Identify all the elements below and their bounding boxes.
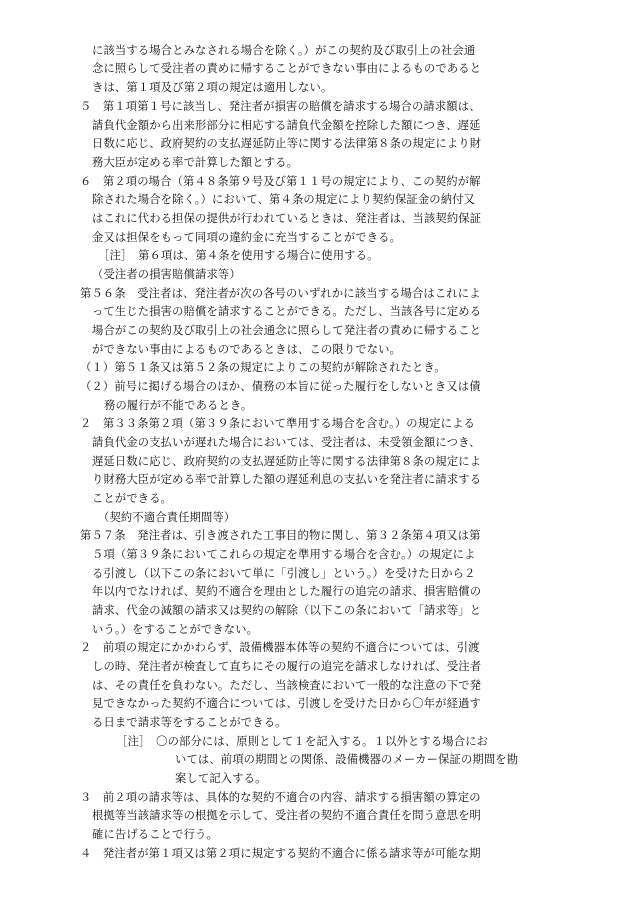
text-line: しの時、発注者が検査して直ちにその履行の追完を請求しなければ、受注者: [92, 660, 482, 673]
text-line: ことができる。: [92, 492, 173, 505]
text-line: る日まで請求等をすることができる。: [92, 716, 287, 729]
text-line: ５項（第３９条においてこれらの規定を準用する場合を含む。）の規定によ: [92, 548, 476, 561]
text-line: 見できなかった契約不適合については、引渡しを受けた日から〇年が経過す: [92, 697, 481, 710]
text-line: いう。）をすることができない。: [92, 623, 259, 636]
text-line: 務の履行が不能であるとき。: [104, 399, 253, 412]
note-line: 案して記入する。: [175, 772, 267, 785]
text-line: ５ 第１項第１号に該当し、発注者が損害の賠償を請求する場合の請求額は、: [80, 100, 481, 113]
section-heading: （受注者の損害賠償請求等）: [92, 268, 241, 281]
note-line: いては、前項の期間との関係、設備機器のメーカー保証の期間を勘: [175, 753, 519, 766]
text-line: 遅延日数に応じ、政府契約の支払遅延防止等に関する法律第８条の規定によ: [92, 455, 482, 468]
text-line: きは、第１項及び第２項の規定は適用しない。: [92, 81, 333, 94]
text-line: る引渡し（以下この条において単に「引渡し」という。）を受けた日から２: [92, 567, 476, 580]
text-line: 務大臣が定める率で計算した額とする。: [92, 156, 299, 169]
text-line: 確に告げることで行う。: [92, 828, 218, 841]
text-line: 念に照らして受注者の責めに帰することができない事由によるものであると: [92, 62, 482, 75]
text-line: 場合がこの契約及び取引上の社会通念に照らして発注者の責めに帰すること: [92, 324, 482, 337]
section-heading: （契約不適合責任期間等）: [98, 511, 236, 524]
text-line: 請求、代金の減額の請求又は契約の解除（以下この条において「請求等」と: [92, 604, 482, 617]
text-line: 請負代金の支払いが遅れた場合においては、受注者は、未受領金額につき、: [92, 436, 481, 449]
text-line: ６ 第２項の場合（第４８条第９号及び第１１号の規定により、この契約が解: [80, 175, 481, 188]
note-line: ［注］ 第６項は、第４条を使用する場合に使用する。: [98, 249, 379, 262]
text-line: 請負代金額から出来形部分に相応する請負代金額を控除した額につき、遅延: [92, 119, 481, 132]
text-line: 金又は担保をもって同項の違約金に充当することができる。: [92, 231, 402, 244]
list-item: （２）前号に掲げる場合のほか、債務の本旨に従った履行をしないとき又は債: [80, 380, 481, 393]
text-line: 根拠等当該請求等の根拠を示して、受注者の契約不適合責任を問う意思を明: [92, 809, 481, 822]
text-line: 日数に応じ、政府契約の支払遅延防止等に関する法律第８条の規定により財: [92, 137, 482, 150]
text-line: 除された場合を除く。）において、第４条の規定により契約保証金の納付又: [92, 193, 476, 206]
text-line: 年以内でなければ、契約不適合を理由とした履行の追完の請求、損害賠償の: [92, 585, 482, 598]
text-line: って生じた損害の賠償を請求することができる。ただし、当該各号に定める: [92, 305, 482, 318]
text-line: は、その責任を負わない。ただし、当該検査において一般的な注意の下で発: [92, 679, 482, 692]
note-line: ［注］ 〇の部分には、原則として１を記入する。１以外とする場合にお: [116, 735, 489, 748]
text-line: に該当する場合とみなされる場合を除く。）がこの契約及び取引上の社会通: [92, 44, 476, 57]
article-heading: 第５７条 発注者は、引き渡された工事目的物に関し、第３２条第４項又は第: [80, 529, 481, 542]
text-line: り財務大臣が定める率で計算した額の遅延利息の支払いを発注者に請求する: [92, 473, 482, 486]
text-line: ２ 第３３条第２項（第３９条において準用する場合を含む。）の規定による: [80, 417, 475, 430]
text-line: はこれに代わる担保の提供が行われているときは、発注者は、当該契約保証: [92, 212, 482, 225]
text-line: ４ 発注者が第１項又は第２項に規定する契約不適合に係る請求等が可能な期: [80, 847, 481, 860]
text-line: ができない事由によるものであるときは、この限りでない。: [92, 343, 402, 356]
article-heading: 第５６条 受注者は、発注者が次の各号のいずれかに該当する場合はこれによ: [80, 287, 481, 300]
list-item: （１）第５１条又は第５２条の規定によりこの契約が解除されたとき。: [80, 361, 446, 374]
text-line: ３ 前２項の請求等は、具体的な契約不適合の内容、請求する損害額の算定の: [80, 791, 481, 804]
text-line: ２ 前項の規定にかかわらず、設備機器本体等の契約不適合については、引渡: [80, 641, 480, 654]
